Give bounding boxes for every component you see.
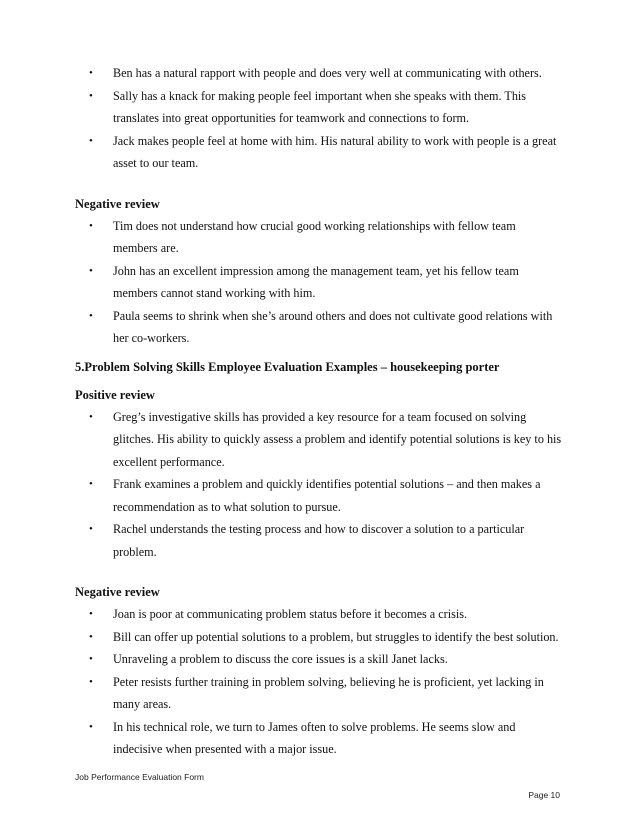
bullet-icon: • <box>89 608 93 620</box>
list-item: • Peter resists further training in problem solving, believing he is proficient, yet lacking in many areas. <box>0 671 562 716</box>
bullet-icon: • <box>89 410 93 423</box>
bullet-icon: • <box>89 219 93 232</box>
bullet-list-communication-positive <box>0 62 638 175</box>
bullet-list-problem-solving-positive <box>0 406 638 564</box>
list-item: • Tim does not understand how crucial good working relationships with fellow team members are. <box>0 215 562 260</box>
list-item: • Bill can offer up potential solutions to a problem, but struggles to identify the best solution. <box>0 626 562 649</box>
list-item: • Ben has a natural rapport with people and does very well at communicating with others. <box>0 62 562 85</box>
list-item: • Sally has a knack for making people feel important when she speaks with them. This translates into great opportunities for teamwork and connections to form. <box>0 85 562 130</box>
bullet-icon: • <box>89 264 93 277</box>
bullet-icon: • <box>89 309 93 322</box>
section-heading-negative-review: Negative review <box>75 196 160 211</box>
footer-form-name: Job Performance Evaluation Form <box>75 772 204 782</box>
bullet-icon: • <box>89 675 93 688</box>
list-item: • Joan is poor at communicating problem status before it becomes a crisis. <box>0 603 562 626</box>
list-item: • In his technical role, we turn to James often to solve problems. He seems slow and indecisive when presented with a major issue. <box>0 716 562 761</box>
list-item: • Unraveling a problem to discuss the core issues is a skill Janet lacks. <box>0 648 562 671</box>
bullet-icon: • <box>89 478 93 490</box>
list-item: • Rachel understands the testing process and how to discover a solution to a particular problem. <box>0 518 562 563</box>
bullet-icon: • <box>89 630 93 643</box>
bullet-list-communication-negative <box>0 215 638 350</box>
bullet-list-problem-solving-negative <box>0 603 638 761</box>
footer-page-number: Page 10 <box>528 790 560 800</box>
list-item: • Paula seems to shrink when she’s around others and does not cultivate good relations with her co-workers. <box>0 305 562 350</box>
chapter-title: 5.Problem Solving Skills Employee Evaluation Examples – housekeeping porter <box>75 359 500 374</box>
bullet-icon: • <box>89 653 93 665</box>
list-item: • Jack makes people feel at home with him. His natural ability to work with people is a great asset to our team. <box>0 130 562 175</box>
bullet-icon: • <box>89 720 93 733</box>
document-page <box>0 62 638 761</box>
section-heading-positive-review: Positive review <box>75 387 155 402</box>
section-heading-negative-review-2: Negative review <box>75 585 160 599</box>
list-item: • John has an excellent impression among the management team, yet his fellow team members cannot stand working with him. <box>0 260 562 305</box>
list-item: • Greg’s investigative skills has provided a key resource for a team focused on solving glitches. His ability to quickly assess a problem and identify potential solutions is key to his excellent performance. <box>0 406 562 474</box>
bullet-icon: • <box>89 89 93 102</box>
bullet-icon: • <box>89 134 93 147</box>
bullet-icon: • <box>89 523 93 535</box>
list-item: • Frank examines a problem and quickly identifies potential solutions – and then makes a recommendation as to what solution to pursue. <box>0 473 562 518</box>
bullet-icon: • <box>89 67 93 79</box>
